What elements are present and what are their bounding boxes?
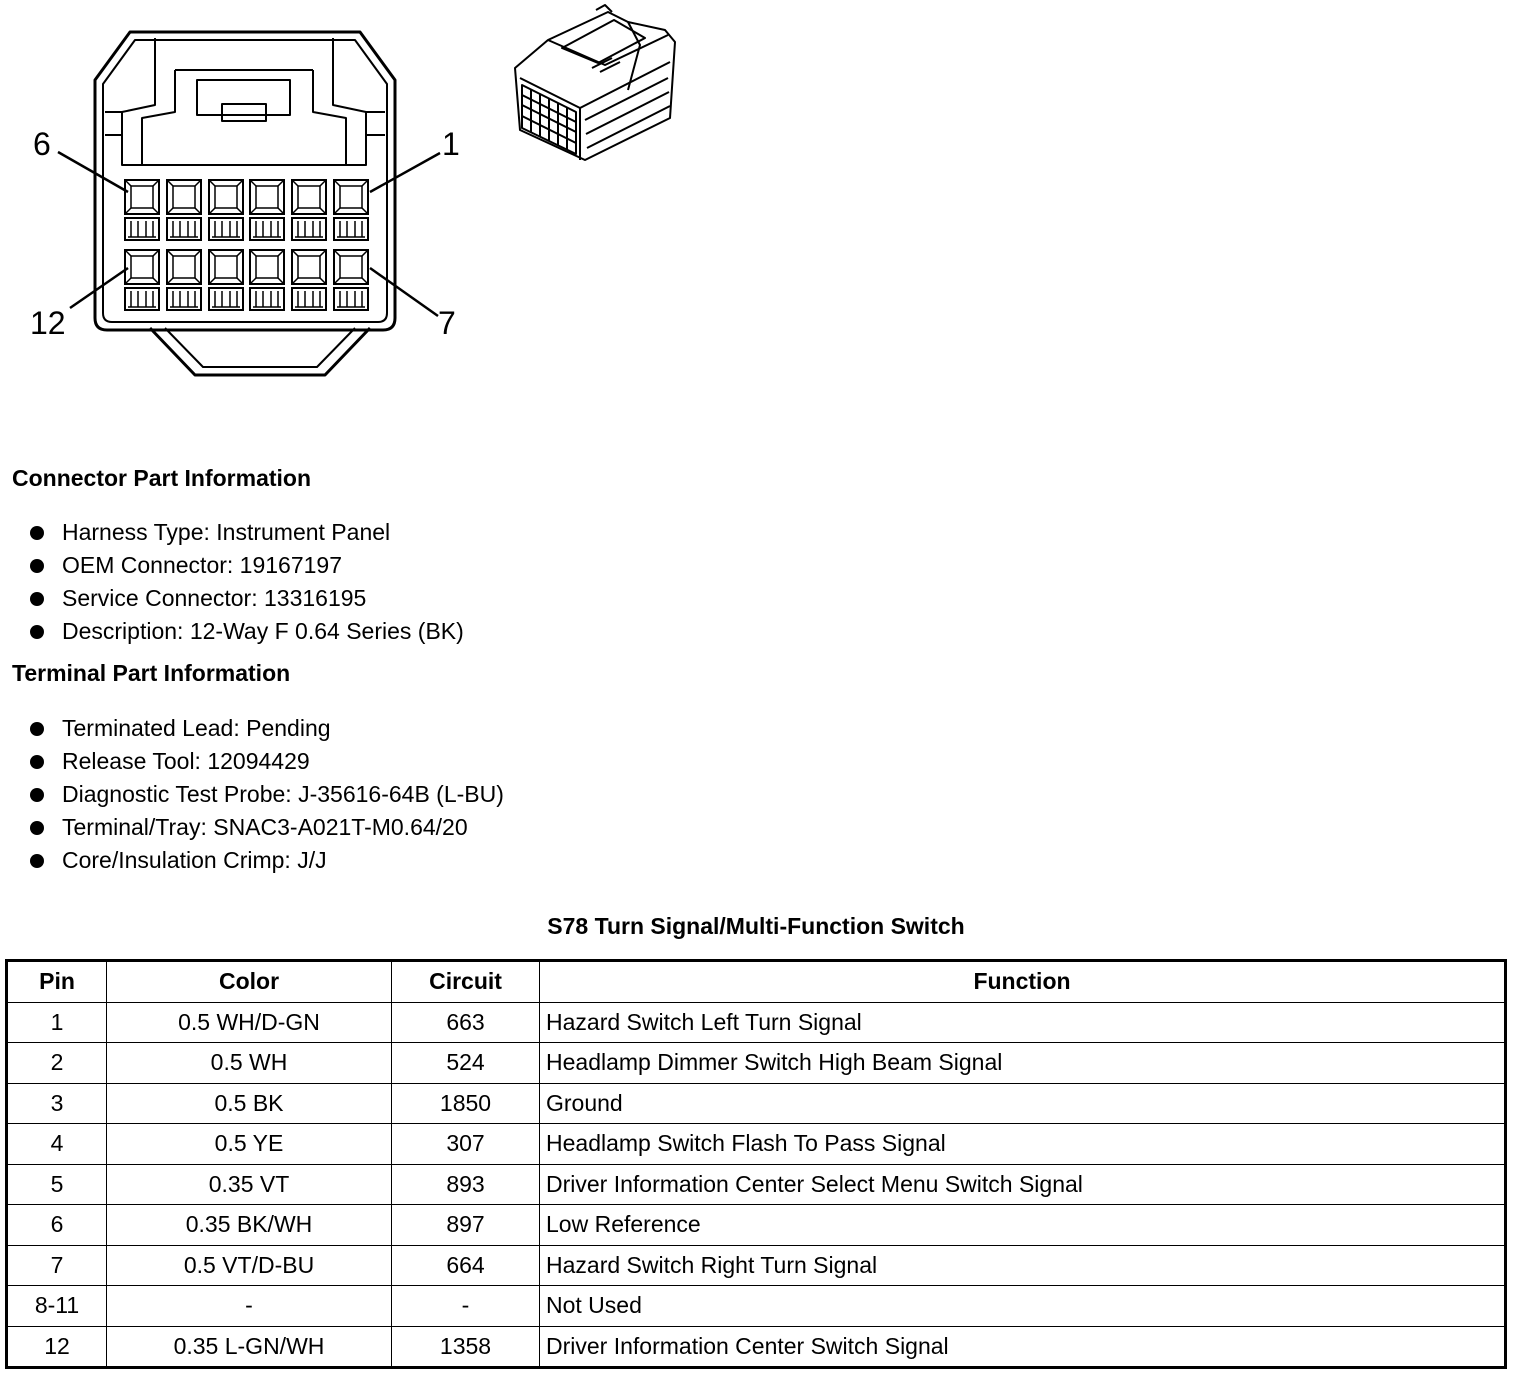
cell-function: Headlamp Dimmer Switch High Beam Signal bbox=[540, 1043, 1506, 1084]
bullet-icon bbox=[30, 821, 44, 835]
bullet-icon bbox=[30, 854, 44, 868]
table-title: S78 Turn Signal/Multi-Function Switch bbox=[547, 913, 965, 939]
cell-color: 0.35 BK/WH bbox=[107, 1205, 392, 1246]
cell-circuit: - bbox=[392, 1286, 540, 1327]
connector-cavity bbox=[334, 250, 368, 310]
terminal-item-text: Release Tool: 12094429 bbox=[62, 748, 310, 774]
cell-function: Ground bbox=[540, 1083, 1506, 1124]
connector-cavity bbox=[209, 250, 243, 310]
table-row bbox=[7, 1083, 1506, 1124]
bullet-icon bbox=[30, 755, 44, 769]
bullet-icon bbox=[30, 526, 44, 540]
list-item bbox=[28, 549, 464, 582]
connector-cavity bbox=[334, 180, 368, 240]
connector-cavity bbox=[167, 250, 201, 310]
cell-color: 0.35 VT bbox=[107, 1164, 392, 1205]
table-header-row bbox=[7, 961, 1506, 1003]
terminal-item-text: Terminal/Tray: SNAC3-A021T-M0.64/20 bbox=[62, 814, 468, 840]
list-item bbox=[28, 778, 504, 811]
bullet-icon bbox=[30, 722, 44, 736]
connector-cavity bbox=[125, 250, 159, 310]
cell-pin: 1 bbox=[7, 1002, 107, 1043]
cell-function: Hazard Switch Left Turn Signal bbox=[540, 1002, 1506, 1043]
pin-table bbox=[5, 959, 1507, 1369]
connector-cavity bbox=[125, 180, 159, 240]
cell-color: 0.5 VT/D-BU bbox=[107, 1245, 392, 1286]
table-row bbox=[7, 1326, 1506, 1368]
cell-color: 0.5 WH bbox=[107, 1043, 392, 1084]
list-item bbox=[28, 582, 464, 615]
table-row bbox=[7, 1124, 1506, 1165]
cell-circuit: 897 bbox=[392, 1205, 540, 1246]
connector-item-text: OEM Connector: 19167197 bbox=[62, 552, 343, 578]
connector-latch bbox=[122, 38, 366, 165]
cell-pin: 12 bbox=[7, 1326, 107, 1368]
connector-isometric-view bbox=[515, 5, 675, 160]
table-row bbox=[7, 1245, 1506, 1286]
table-row bbox=[7, 1164, 1506, 1205]
table-row bbox=[7, 1043, 1506, 1084]
cell-circuit: 524 bbox=[392, 1043, 540, 1084]
list-item bbox=[28, 811, 504, 844]
cell-function: Low Reference bbox=[540, 1205, 1506, 1246]
connector-cavity bbox=[209, 180, 243, 240]
connector-item-text: Harness Type: Instrument Panel bbox=[62, 519, 391, 545]
connector-cavity bbox=[167, 180, 201, 240]
pin-label-1: 1 bbox=[442, 126, 460, 162]
list-item bbox=[28, 615, 464, 648]
terminal-item-text: Core/Insulation Crimp: J/J bbox=[62, 847, 327, 873]
cell-circuit: 307 bbox=[392, 1124, 540, 1165]
bullet-icon bbox=[30, 625, 44, 639]
connector-item-text: Description: 12-Way F 0.64 Series (BK) bbox=[62, 618, 464, 644]
connector-cavity bbox=[250, 180, 284, 240]
cell-function: Hazard Switch Right Turn Signal bbox=[540, 1245, 1506, 1286]
pin-label-12: 12 bbox=[30, 305, 66, 341]
table-row bbox=[7, 1002, 1506, 1043]
cell-circuit: 893 bbox=[392, 1164, 540, 1205]
cell-pin: 7 bbox=[7, 1245, 107, 1286]
cell-color: 0.35 L-GN/WH bbox=[107, 1326, 392, 1368]
header-color: Color bbox=[107, 961, 392, 1003]
table-row bbox=[7, 1286, 1506, 1327]
cell-pin: 8-11 bbox=[7, 1286, 107, 1327]
connector-info-list bbox=[28, 516, 464, 648]
header-circuit: Circuit bbox=[392, 961, 540, 1003]
cell-color: - bbox=[107, 1286, 392, 1327]
bullet-icon bbox=[30, 788, 44, 802]
list-item bbox=[28, 712, 504, 745]
table-row bbox=[7, 1205, 1506, 1246]
connector-cavity bbox=[292, 250, 326, 310]
list-item bbox=[28, 516, 464, 549]
list-item bbox=[28, 844, 504, 877]
header-pin: Pin bbox=[7, 961, 107, 1003]
cell-pin: 3 bbox=[7, 1083, 107, 1124]
pin-label-7: 7 bbox=[438, 305, 456, 341]
bullet-icon bbox=[30, 592, 44, 606]
cell-pin: 4 bbox=[7, 1124, 107, 1165]
cell-function: Driver Information Center Switch Signal bbox=[540, 1326, 1506, 1368]
header-function: Function bbox=[540, 961, 1506, 1003]
cell-pin: 5 bbox=[7, 1164, 107, 1205]
cell-color: 0.5 WH/D-GN bbox=[107, 1002, 392, 1043]
cell-function: Headlamp Switch Flash To Pass Signal bbox=[540, 1124, 1506, 1165]
pin-label-6: 6 bbox=[33, 126, 51, 162]
cell-circuit: 1850 bbox=[392, 1083, 540, 1124]
connector-info-heading: Connector Part Information bbox=[12, 465, 312, 491]
connector-cavity bbox=[292, 180, 326, 240]
connector-diagram bbox=[0, 0, 700, 440]
cell-circuit: 664 bbox=[392, 1245, 540, 1286]
cell-function: Not Used bbox=[540, 1286, 1506, 1327]
connector-cavity bbox=[250, 250, 284, 310]
cell-color: 0.5 YE bbox=[107, 1124, 392, 1165]
cell-function: Driver Information Center Select Menu Switch Signal bbox=[540, 1164, 1506, 1205]
cell-circuit: 663 bbox=[392, 1002, 540, 1043]
connector-item-text: Service Connector: 13316195 bbox=[62, 585, 367, 611]
terminal-item-text: Terminated Lead: Pending bbox=[62, 715, 331, 741]
cell-pin: 6 bbox=[7, 1205, 107, 1246]
bullet-icon bbox=[30, 559, 44, 573]
cell-color: 0.5 BK bbox=[107, 1083, 392, 1124]
cell-circuit: 1358 bbox=[392, 1326, 540, 1368]
terminal-item-text: Diagnostic Test Probe: J-35616-64B (L-BU) bbox=[62, 781, 504, 807]
list-item bbox=[28, 745, 504, 778]
cell-pin: 2 bbox=[7, 1043, 107, 1084]
terminal-info-heading: Terminal Part Information bbox=[12, 660, 291, 686]
terminal-info-list bbox=[28, 712, 504, 877]
